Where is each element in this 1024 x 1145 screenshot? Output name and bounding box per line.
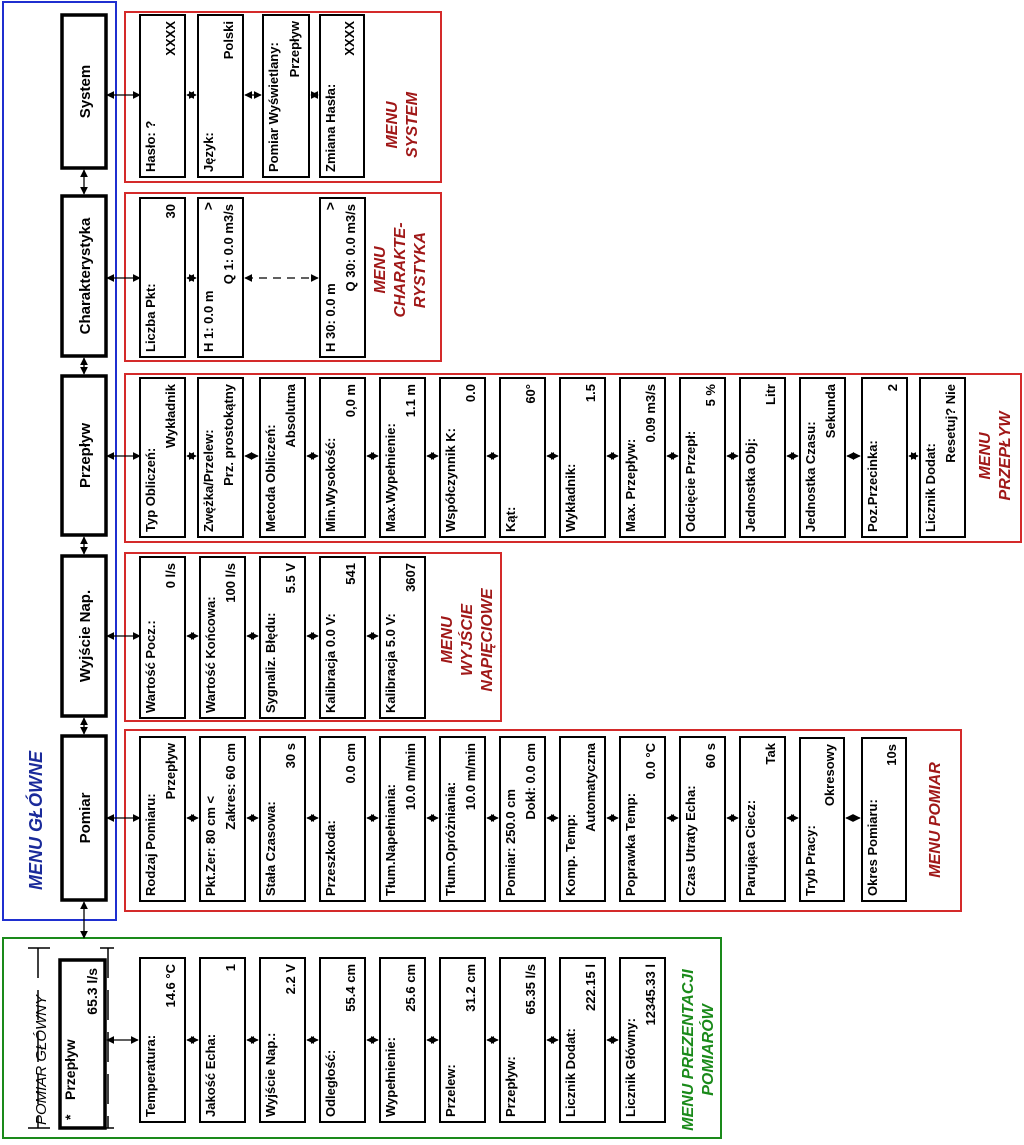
pomiar-item-5-line2: 10.0 m/min <box>463 743 478 811</box>
pomiar-item-11-line1: Tryb Pracy: <box>803 825 818 896</box>
pomiar-item-7-line1: Komp. Temp: <box>563 813 578 896</box>
main-menu-title: MENU GŁÓWNE <box>26 751 46 890</box>
system-item-2-line1: Pomiar Wyświetlany: <box>266 42 281 172</box>
pomiar-item-2-line1: Stała Czasowa: <box>263 801 278 896</box>
przeplyw-item-11-line2: Sekunda <box>823 384 838 439</box>
przeplyw-item-13-line1: Licznik Dodat: <box>923 443 938 532</box>
przeplyw-item-1-line2: Prz. prostokątny <box>221 384 236 486</box>
charakterystyka-item-0-line1: Liczba Pkt: <box>143 283 158 352</box>
przeplyw-item-4-line2: 1.1 m <box>403 384 418 418</box>
charakterystyka-item-0-line2: 30 <box>163 204 178 219</box>
presentation-item-7-line2: 222.15 l <box>583 964 598 1011</box>
system-item-0-line1: Hasło: ? <box>143 120 158 172</box>
presentation-item-6-line1: Przepływ: <box>503 1056 518 1117</box>
presentation-item-8-line1: Licznik Główny: <box>623 1018 638 1117</box>
przeplyw-item-8-line1: Max. Przepływ: <box>623 438 638 532</box>
wyjscie-item-0-line2: 0 l/s <box>163 563 178 589</box>
system-item-3-line1: Zmiana Hasła: <box>323 83 338 172</box>
przeplyw-item-6-line1: Kąt: <box>503 506 518 532</box>
charakterystyka-title-line1: MENU <box>372 246 389 294</box>
system-item-2-line2: Przepływ <box>287 21 302 78</box>
pomiar-item-9-line1: Czas Utraty Echa: <box>683 785 698 896</box>
system-item-1-line1: Język: <box>201 132 216 172</box>
przeplyw-item-5-line2: 0.0 <box>463 384 478 403</box>
main-menu-item-1-label: Charakterystyka <box>77 217 94 335</box>
przeplyw-item-1-line1: Zwężka/Przelew: <box>201 429 216 532</box>
przeplyw-item-3-line2: 0,0 m <box>343 384 358 418</box>
presentation-main-label: POMIAR GŁÓWNY <box>33 994 50 1125</box>
presentation-item-3-line2: 55.4 cm <box>343 964 358 1012</box>
pomiar-item-10-line2: Tak <box>763 743 778 765</box>
pomiar-item-4-line1: Tłum.Napełniania: <box>383 784 398 896</box>
przeplyw-item-0-line1: Typ Obliczeń: <box>143 447 158 532</box>
pomiar-item-12-line1: Okres Pomiaru: <box>865 799 880 896</box>
main-menu-item-2-label: Przepływ <box>77 422 94 489</box>
presentation-item-2-line1: Wyjście Nap.: <box>263 1032 278 1117</box>
pomiar-item-11-line2: Okresowy <box>822 744 837 807</box>
presentation-title-line1: MENU PREZENTACJI <box>680 969 697 1131</box>
presentation-item-0-line2: 14.6 °C <box>163 964 178 1008</box>
przeplyw-title-line2: PRZEPŁYW <box>997 411 1014 501</box>
presentation-item-6-line2: 65.35 l/s <box>523 964 538 1015</box>
przeplyw-item-2-line2: Absolutna <box>283 384 298 448</box>
presentation-item-4-line2: 25.6 cm <box>403 964 418 1012</box>
wyjscie-item-1-line2: 100 l/s <box>223 563 238 603</box>
main-measurement-star: * <box>62 1114 78 1120</box>
presentation-item-1-line1: Jakość Echa: <box>203 1033 218 1117</box>
presentation-item-1-line2: 1 <box>223 964 238 972</box>
pomiar-item-0-line2: Przepływ <box>163 743 178 800</box>
presentation-item-0-line1: Temperatura: <box>143 1034 158 1117</box>
pomiar-item-9-line2: 60 s <box>703 743 718 769</box>
pomiar-item-1-line2: Zakres: 60 cm <box>223 743 238 830</box>
system-item-1-line2: Polski <box>221 21 236 60</box>
main-measurement-line2: 65.3 l/s <box>84 968 100 1015</box>
wyjscie-title-line2: WYJŚCIE <box>459 603 476 677</box>
pomiar-item-8-line2: 0.0 °C <box>643 743 658 780</box>
presentation-item-8-line2: 12345.33 l <box>643 964 658 1026</box>
przeplyw-item-10-line1: Jednostka Obj: <box>743 438 758 532</box>
wyjscie-title-line1: MENU <box>439 616 456 664</box>
pomiar-item-5-line1: Tłum.Opróżniania: <box>443 781 458 896</box>
przeplyw-title-line1: MENU <box>977 432 994 480</box>
charakterystyka-item-1-line1: H 1: 0.0 m <box>201 290 216 352</box>
przeplyw-item-4-line1: Max.Wypełnienie: <box>383 423 398 532</box>
wyjscie-item-2-line2: 5.5 V <box>283 563 298 594</box>
presentation-item-2-line2: 2.2 V <box>283 964 298 995</box>
charakterystyka-item-2-line1: H 30: 0.0 m <box>323 283 338 352</box>
charakterystyka-title-line2: CHARAKTE- <box>392 222 409 318</box>
pomiar-item-1-line1: Pkt.Zer: 80 cm < <box>203 795 218 896</box>
main-menu-item-3-label: Wyjście Nap. <box>77 589 94 683</box>
przeplyw-item-0-line2: Wykładnik <box>163 384 178 449</box>
przeplyw-item-12-line1: Poz.Przecinka: <box>865 440 880 532</box>
przeplyw-item-7-line1: Wykładnik: <box>563 463 578 532</box>
przeplyw-item-11-line1: Jednostka Czasu: <box>803 421 818 532</box>
pomiar-item-2-line2: 30 s <box>283 743 298 769</box>
charakterystyka-item-1-line2: Q 1: 0.0 m3/s <box>221 204 236 285</box>
przeplyw-item-3-line1: Min.Wysokość: <box>323 437 338 532</box>
main-menu-item-0-label: System <box>77 64 94 119</box>
wyjscie-title-line3: NAPIĘCIOWE <box>479 588 496 692</box>
system-title-line2: SYSTEM <box>404 92 421 158</box>
main-menu-frame <box>3 2 116 920</box>
pomiar-item-10-line1: Parująca Ciecz: <box>743 799 758 896</box>
przeplyw-item-12-line2: 2 <box>885 384 900 392</box>
system-item-3-line2: XXXX <box>342 21 357 56</box>
przeplyw-item-2-line1: Metoda Obliczeń: <box>263 424 278 532</box>
main-measurement-line1: Przepływ <box>62 1039 78 1100</box>
pomiar-item-6-line1: Pomiar: 250.0 cm <box>503 789 518 896</box>
przeplyw-item-9-line1: Odcięcie Przepł: <box>683 430 698 532</box>
presentation-item-5-line1: Przelew: <box>443 1064 458 1117</box>
presentation-item-3-line1: Odległość: <box>323 1049 338 1117</box>
pomiar-item-8-line1: Poprawka Temp: <box>623 792 638 896</box>
presentation-item-4-line1: Wypełnienie: <box>383 1037 398 1117</box>
przeplyw-item-9-line2: 5 % <box>703 384 718 407</box>
przeplyw-item-7-line2: 1.5 <box>583 384 598 403</box>
wyjscie-item-4-line2: 3607 <box>403 563 418 592</box>
przeplyw-item-8-line2: 0.09 m3/s <box>643 384 658 443</box>
system-item-0-line2: XXXX <box>163 21 178 56</box>
charakterystyka-item-1-arrow: > <box>200 202 216 211</box>
wyjscie-item-4-line1: Kalibracja 5.0 V: <box>383 613 398 713</box>
pomiar-title: MENU POMIAR <box>927 762 944 878</box>
wyjscie-item-0-line1: Wartość Pocz.: <box>143 620 158 713</box>
pomiar-item-0-line1: Rodzaj Pomiaru: <box>143 793 158 896</box>
pomiar-item-12-line2: 10s <box>884 744 899 766</box>
presentation-item-7-line1: Licznik Dodat: <box>563 1028 578 1117</box>
presentation-item-5-line2: 31.2 cm <box>463 964 478 1012</box>
przeplyw-item-13-line2: Resetuj? Nie <box>943 384 958 463</box>
przeplyw-item-5-line1: Współczynnik K: <box>443 427 458 532</box>
przeplyw-item-6-line2: 60° <box>523 384 538 404</box>
wyjscie-item-3-line1: Kalibracja 0.0 V: <box>323 613 338 713</box>
wyjscie-item-1-line1: Wartość Końcowa: <box>203 596 218 713</box>
przeplyw-item-10-line2: Litr <box>763 384 778 405</box>
presentation-frame <box>3 938 721 1138</box>
system-title-line1: MENU <box>384 101 401 149</box>
main-menu-item-4-label: Pomiar <box>77 792 94 844</box>
pomiar-item-6-line2: Dokł: 0.0 cm <box>523 743 538 820</box>
charakterystyka-item-2-line2: Q 30: 0.0 m3/s <box>343 204 358 292</box>
pomiar-item-7-line2: Automatyczna <box>583 743 598 832</box>
pomiar-item-3-line1: Przeszkoda: <box>323 820 338 896</box>
presentation-title-line2: POMIARÓW <box>700 1004 717 1096</box>
charakterystyka-item-2-arrow: > <box>322 202 338 211</box>
pomiar-item-3-line2: 0.0 cm <box>343 743 358 784</box>
wyjscie-item-3-line2: 541 <box>343 563 358 585</box>
charakterystyka-title-line3: RYSTYKA <box>412 231 429 309</box>
wyjscie-item-2-line1: Sygnaliz. Błędu: <box>263 612 278 713</box>
pomiar-item-4-line2: 10.0 m/min <box>403 743 418 811</box>
